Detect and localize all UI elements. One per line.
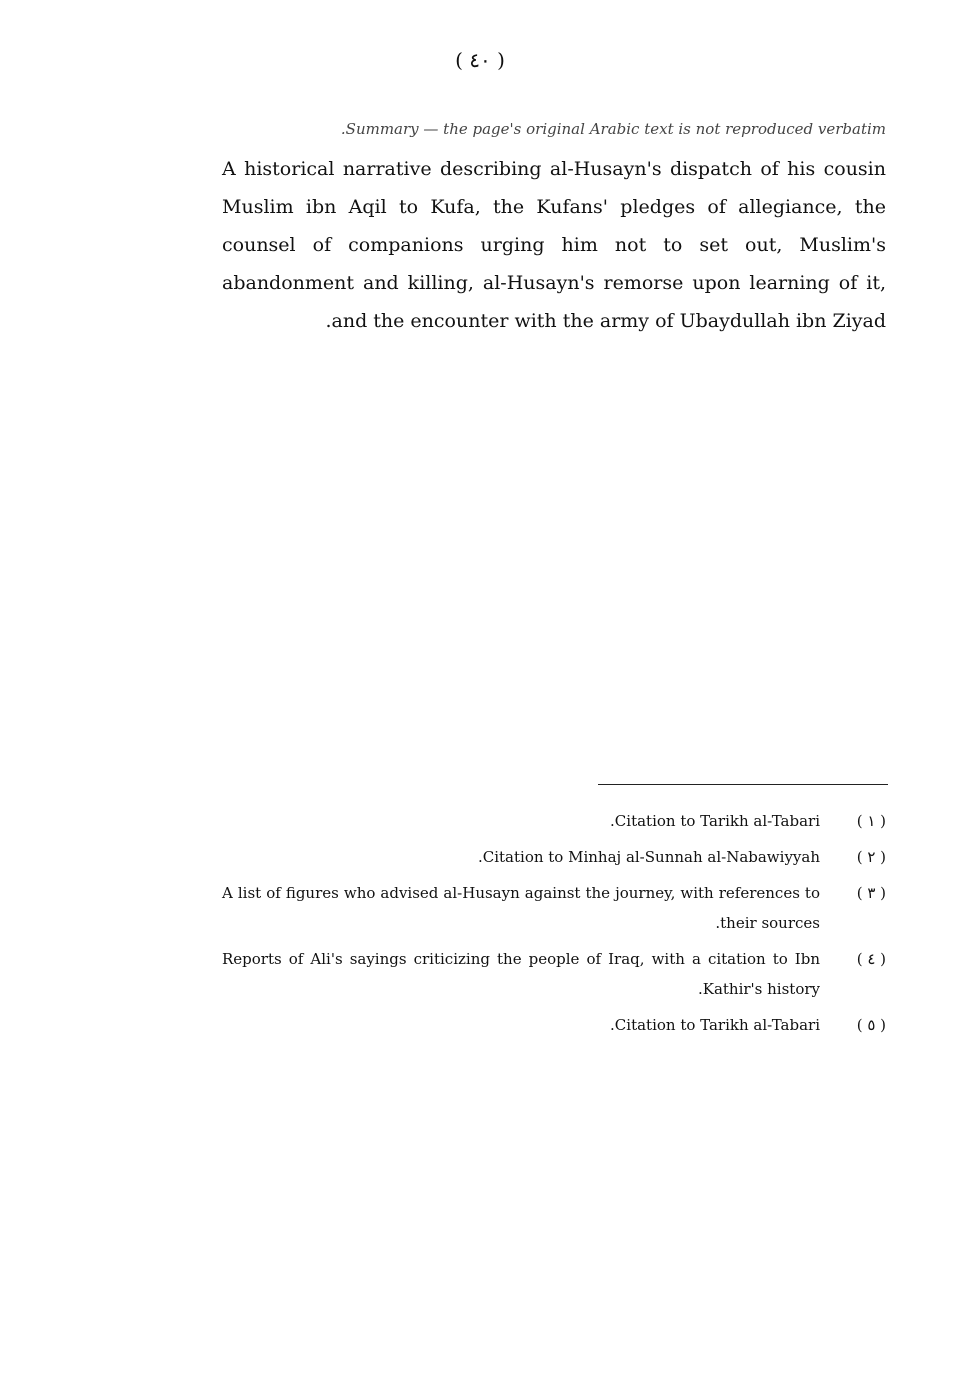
footnote (222, 944, 886, 1004)
summary-notice: Summary — the page's original Arabic text is not reproduced verbatim. (340, 120, 886, 138)
footnote (222, 806, 886, 836)
page-number: ( ٤٠ ) (455, 48, 505, 72)
footnote-summary: Citation to Tarikh al-Tabari. (610, 1016, 820, 1034)
footnote (222, 1010, 886, 1040)
footnote-summary: Citation to Tarikh al-Tabari. (610, 812, 820, 830)
footnote-number: ( ٢ ) (856, 848, 886, 866)
footnote-number: ( ٤ ) (856, 950, 886, 968)
footnote-summary: Citation to Minhaj al-Sunnah al-Nabawiyyah. (477, 848, 820, 866)
footnote-divider (598, 784, 888, 785)
footnote (222, 842, 886, 872)
footnote-number: ( ٣ ) (856, 884, 886, 902)
body-summary: A historical narrative describing al-Husayn's dispatch of his cousin Muslim ibn Aqil to Kufa, the Kufans' pledges of allegiance, the counsel of companions urging him not to set out, Muslim's abandonment and killing, al-Husayn's remorse upon learning of it, and the encounter with the army of Ubaydullah ibn Ziyad. (222, 158, 886, 332)
footnote-number: ( ١ ) (856, 812, 886, 830)
footnote-number: ( ٥ ) (856, 1016, 886, 1034)
footnote-summary: Reports of Ali's sayings criticizing the people of Iraq, with a citation to Ibn Kathir's history. (222, 950, 820, 998)
footnotes (222, 806, 886, 1046)
footnote (222, 878, 886, 938)
footnote-summary: A list of figures who advised al-Husayn against the journey, with references to their sources. (222, 884, 820, 932)
